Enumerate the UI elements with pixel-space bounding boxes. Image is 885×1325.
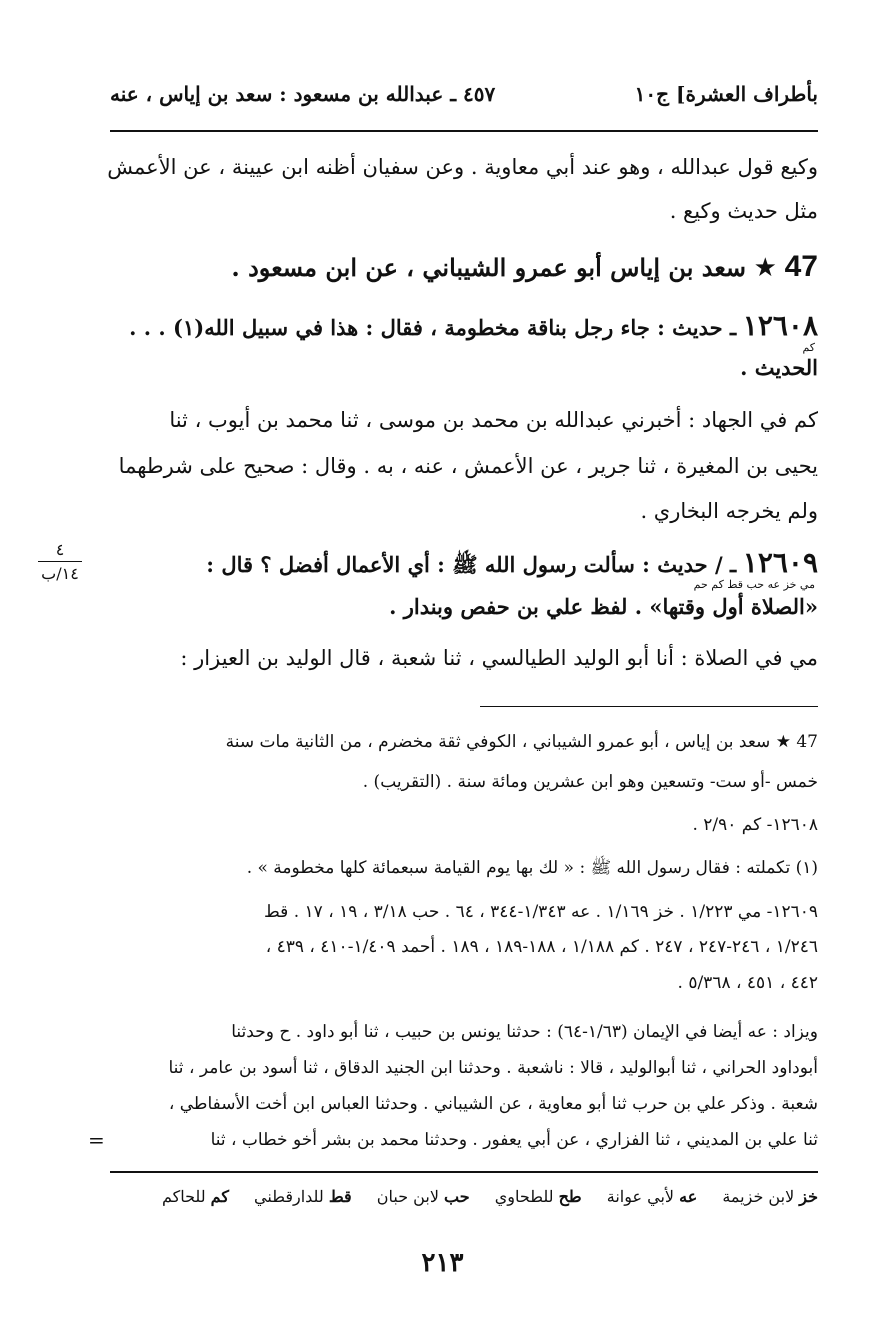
footnote-line: أبوداود الحراني ، ثنا أبوالوليد ، قالا : ناشعبة . وحدثنا ابن الجنيد الدقاق ، ثنا أسود بن عامر ، ثنا (168, 1058, 818, 1078)
margin-note-top: ٤ (55, 540, 65, 559)
footnote-line: ويزاد : عه أيضا في الإيمان (١/٦٣-٦٤) : حدثنا يونس بن حبيب ، ثنا أبو داود . ح وحدثنا (231, 1022, 818, 1042)
header-section-title: ٤٥٧ ـ عبدالله بن مسعود : سعد بن إياس ، عنه (110, 82, 496, 106)
abbreviation-item (377, 1187, 470, 1206)
hadith-text-cont: «الصلاة أول وقتها» . لفظ علي بن حفص وبندار . (389, 594, 818, 619)
text-line: كم في الجهاد : أخبرني عبدالله بن محمد بن موسى ، ثنا محمد بن أيوب ، ثنا (169, 408, 818, 432)
page-number: ٢١٣ (421, 1248, 464, 1278)
abbreviation-item (722, 1187, 818, 1206)
continuation-mark: = (88, 1128, 105, 1152)
star-icon: ★ (753, 253, 777, 283)
text-line: يحيى بن المغيرة ، ثنا جرير ، عن الأعمش ، عنه ، به . وقال : صحيح على شرطهما (118, 454, 818, 478)
footnote-line: ١/٢٤٦ ، ٢٤٦-٢٤٧ ، ٢٤٧ . كم ١/١٨٨ ، ١٨٨-١٨٩ ، ١٨٩ . أحمد ١/٤٠٩-٤١٠ ، ٤٣٩ ، (265, 937, 818, 957)
entry-title (231, 250, 818, 284)
abbreviation-key (110, 1187, 818, 1206)
abbreviation-item (607, 1187, 698, 1206)
margin-note (30, 540, 90, 583)
header-rule (110, 130, 818, 132)
hadith-text: ـ حديث : جاء رجل بناقة مخطومة ، فقال : هذا في سبيل الله(١) . . . (129, 315, 737, 340)
abbreviation-key-code: عه (679, 1187, 698, 1206)
hadith-number: ١٢٦٠٨ (742, 309, 818, 342)
hadith-text: ـ / حديث : سألت رسول الله ﷺ : أي الأعمال أفضل ؟ قال : (206, 552, 737, 577)
margin-note-bottom: ١٤/ب (41, 564, 79, 583)
footnote-line: ٤٤٢ ، ٤٥١ ، ٥/٣٦٨ . (677, 973, 818, 993)
hadith-sigla: كم (802, 341, 815, 354)
abbreviation-key-code: حب (444, 1187, 470, 1206)
hadith-sigla: مي خز عه حب قط كم حم (693, 578, 815, 591)
abbreviation-value: لأبي عوانة (606, 1187, 675, 1206)
abbreviation-value: للدارقطني (254, 1187, 324, 1206)
abbreviation-key-code: طح (558, 1187, 582, 1206)
abbreviation-key-code: خز (799, 1187, 818, 1206)
footnote-line: 47 ★ سعد بن إياس ، أبو عمرو الشيباني ، الكوفي ثقة مخضرم ، من الثانية مات سنة (225, 732, 818, 752)
running-header (110, 82, 818, 116)
margin-note-rule (38, 561, 82, 562)
footnote-line: ١٢٦٠٨- كم ٢/٩٠ . (692, 815, 818, 835)
abbreviation-item (254, 1187, 352, 1206)
footnote-rule (480, 706, 818, 707)
text-line: مي في الصلاة : أنا أبو الوليد الطيالسي ، ثنا شعبة ، قال الوليد بن العيزار : (180, 646, 818, 670)
abbreviation-key-code: قط (328, 1187, 352, 1206)
hadith-heading (129, 309, 818, 342)
abbreviation-key-code: كم (210, 1187, 229, 1206)
abbreviation-value: للطحاوي (494, 1187, 554, 1206)
footnote-line: (١) تكملته : فقال رسول الله ﷺ : « لك بها يوم القيامة سبعمائة كلها مخطومة » . (246, 858, 818, 878)
text-line: ولم يخرجه البخاري . (640, 499, 818, 523)
footnote-line: ثنا علي بن المديني ، ثنا الفزاري ، عن أبي يعفور . وحدثنا محمد بن بشر أخو خطاب ، ثنا (210, 1130, 818, 1150)
text-line: وكيع قول عبدالله ، وهو عند أبي معاوية . وعن سفيان أظنه ابن عيينة ، عن الأعمش (107, 155, 818, 179)
hadith-number: ١٢٦٠٩ (742, 546, 818, 579)
header-book-title: بأطراف العشرة] ج١٠ (634, 82, 818, 106)
abbreviation-item (162, 1187, 229, 1206)
hadith-text-cont: الحديث . (740, 355, 818, 380)
abbreviation-value: لابن خزيمة (722, 1187, 795, 1206)
abbreviation-value: لابن حبان (376, 1187, 439, 1206)
abbreviation-value: للحاكم (161, 1187, 206, 1206)
footnote-line: شعبة . وذكر علي بن حرب ثنا أبو معاوية ، عن الشيباني . وحدثنا العباس ابن أخت الأسفاطي ، (168, 1094, 818, 1114)
footnote-line: خمس -أو ست- وتسعين وهو ابن عشرين ومائة سنة . (التقريب) . (362, 772, 818, 792)
footnote-line: ١٢٦٠٩- مي ١/٢٢٣ . خز ١/١٦٩ . عه ١/٣٤٣-٣٤٤ ، ٦٤ . حب ٣/١٨ ، ١٩ ، ١٧ . قط (264, 902, 818, 922)
text-line: مثل حديث وكيع . (669, 199, 818, 223)
entry-title-text: سعد بن إياس أبو عمرو الشيباني ، عن ابن مسعود . (231, 253, 747, 282)
abbreviation-rule (110, 1171, 818, 1173)
entry-number: 47 (784, 250, 818, 283)
abbreviation-item (495, 1187, 582, 1206)
